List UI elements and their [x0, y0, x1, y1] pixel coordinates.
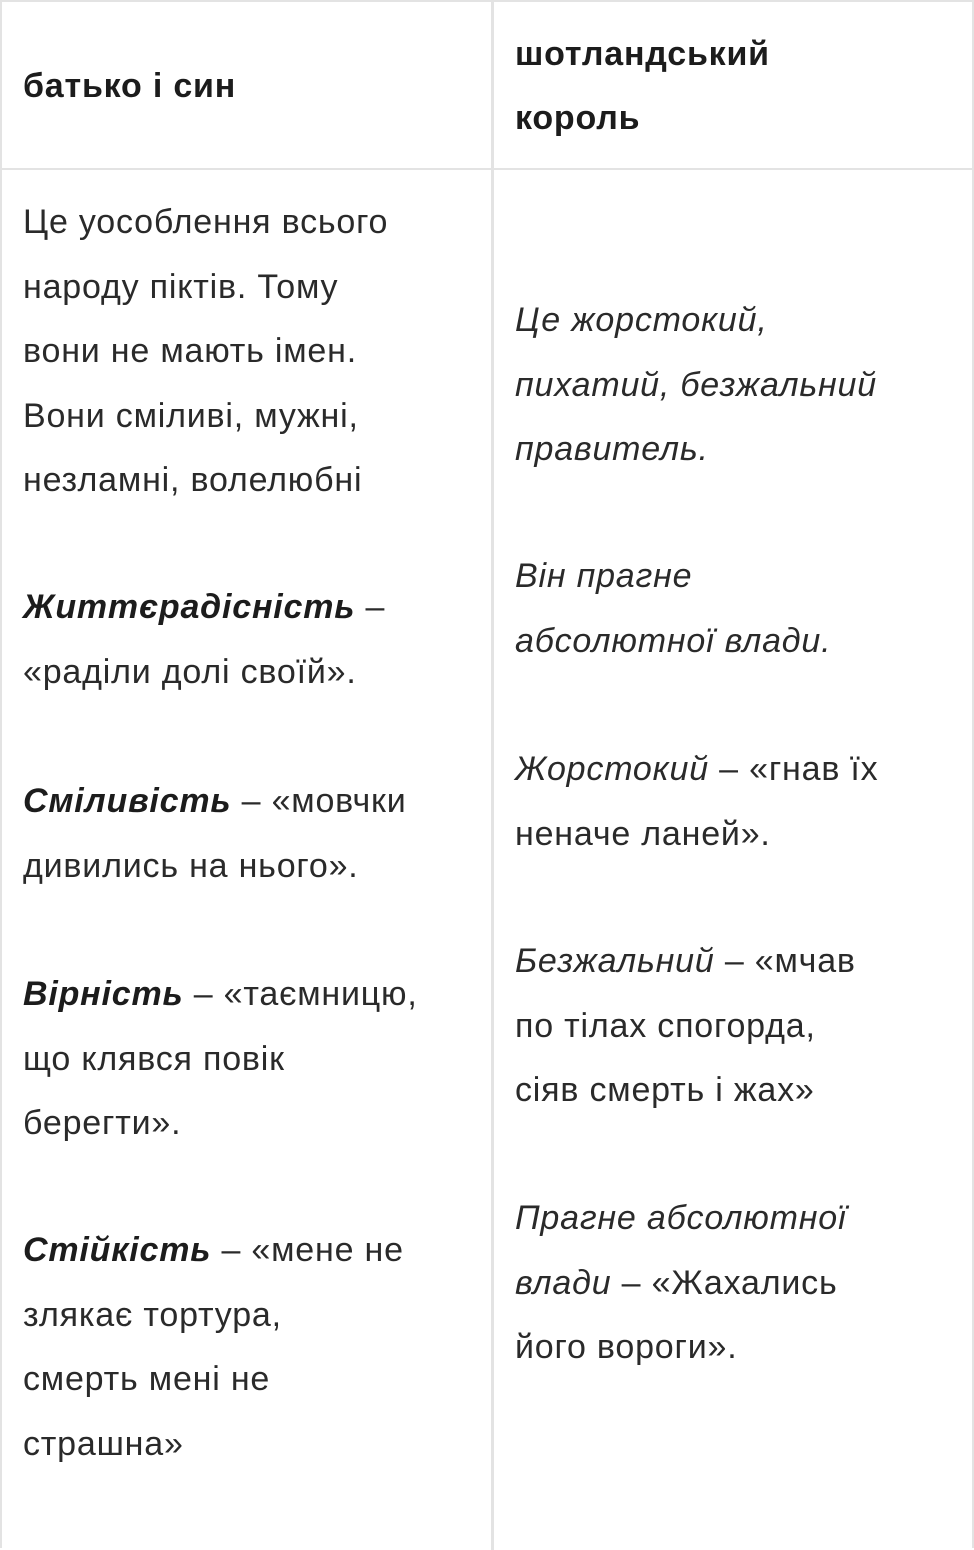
trait-text: по тілах спогорда,: [515, 1006, 816, 1045]
trait-text: –: [355, 588, 386, 626]
trait-text: – «мене не: [211, 1231, 404, 1269]
header-right-line1: шотландський: [515, 35, 770, 73]
header-right: [515, 22, 770, 150]
right-entry-power: [515, 544, 965, 673]
trait-term: Жорстокий: [515, 750, 709, 788]
right-intro-line: пихатий, безжальний: [515, 365, 877, 404]
trait-text: сіяв смерть і жах»: [515, 1071, 815, 1109]
left-intro-line: Це уособлення всього: [23, 203, 389, 241]
trait-term: Сміливість: [23, 782, 232, 820]
trait-text: смерть мені не: [23, 1360, 271, 1398]
trait-text: берегти».: [23, 1104, 182, 1142]
trait-text: «раділи долі своїй».: [23, 652, 357, 691]
trait-text: – «таємницю,: [183, 975, 418, 1013]
trait-text: дивились на нього».: [23, 846, 359, 885]
right-entry-absolute: [515, 1186, 965, 1380]
trait-text: неначе ланей».: [515, 814, 771, 853]
trait-text: злякає тортура,: [23, 1295, 282, 1334]
left-entry-steadfast: [23, 1218, 483, 1476]
trait-term: Життєрадісність: [23, 588, 356, 626]
right-entry-merciless: [515, 929, 965, 1123]
header-left: [23, 54, 236, 118]
right-intro-line: Це жорстокий,: [515, 301, 768, 339]
left-intro-line: народу піктів. Тому: [23, 267, 339, 306]
right-intro: [515, 288, 965, 482]
header-left-text: батько і син: [23, 67, 237, 105]
header-right-line2: король: [515, 99, 641, 137]
trait-term: Безжальний: [515, 942, 715, 980]
left-entry-courage: [23, 769, 483, 898]
column-divider: [491, 2, 494, 1550]
trait-term: Стійкість: [23, 1231, 212, 1269]
left-entry-loyalty: [23, 962, 483, 1156]
trait-text: що клявся повік: [23, 1039, 285, 1078]
trait-text: Він прагне: [515, 557, 693, 595]
trait-text: його вороги».: [515, 1328, 738, 1366]
trait-term: Вірність: [23, 975, 184, 1013]
trait-text: страшна»: [23, 1424, 184, 1463]
trait-term: влади: [515, 1263, 612, 1302]
left-intro-line: незламні, волелюбні: [23, 461, 363, 499]
trait-text: – «мовчки: [231, 782, 407, 820]
left-intro-line: вони не мають імен.: [23, 332, 357, 370]
trait-text: – «мчав: [714, 942, 856, 980]
right-entry-cruel: [515, 737, 965, 866]
trait-text: – «Жахались: [611, 1263, 838, 1302]
left-intro-line: Вони сміливі, мужні,: [23, 396, 359, 435]
trait-term: Прагне абсолютної: [515, 1199, 847, 1237]
right-intro-line: правитель.: [515, 430, 709, 468]
header-divider: [2, 168, 974, 170]
trait-text: абсолютної влади.: [515, 621, 832, 660]
left-entry-joy: [23, 575, 483, 704]
trait-text: – «гнав їх: [708, 750, 879, 788]
left-intro: [23, 190, 483, 513]
